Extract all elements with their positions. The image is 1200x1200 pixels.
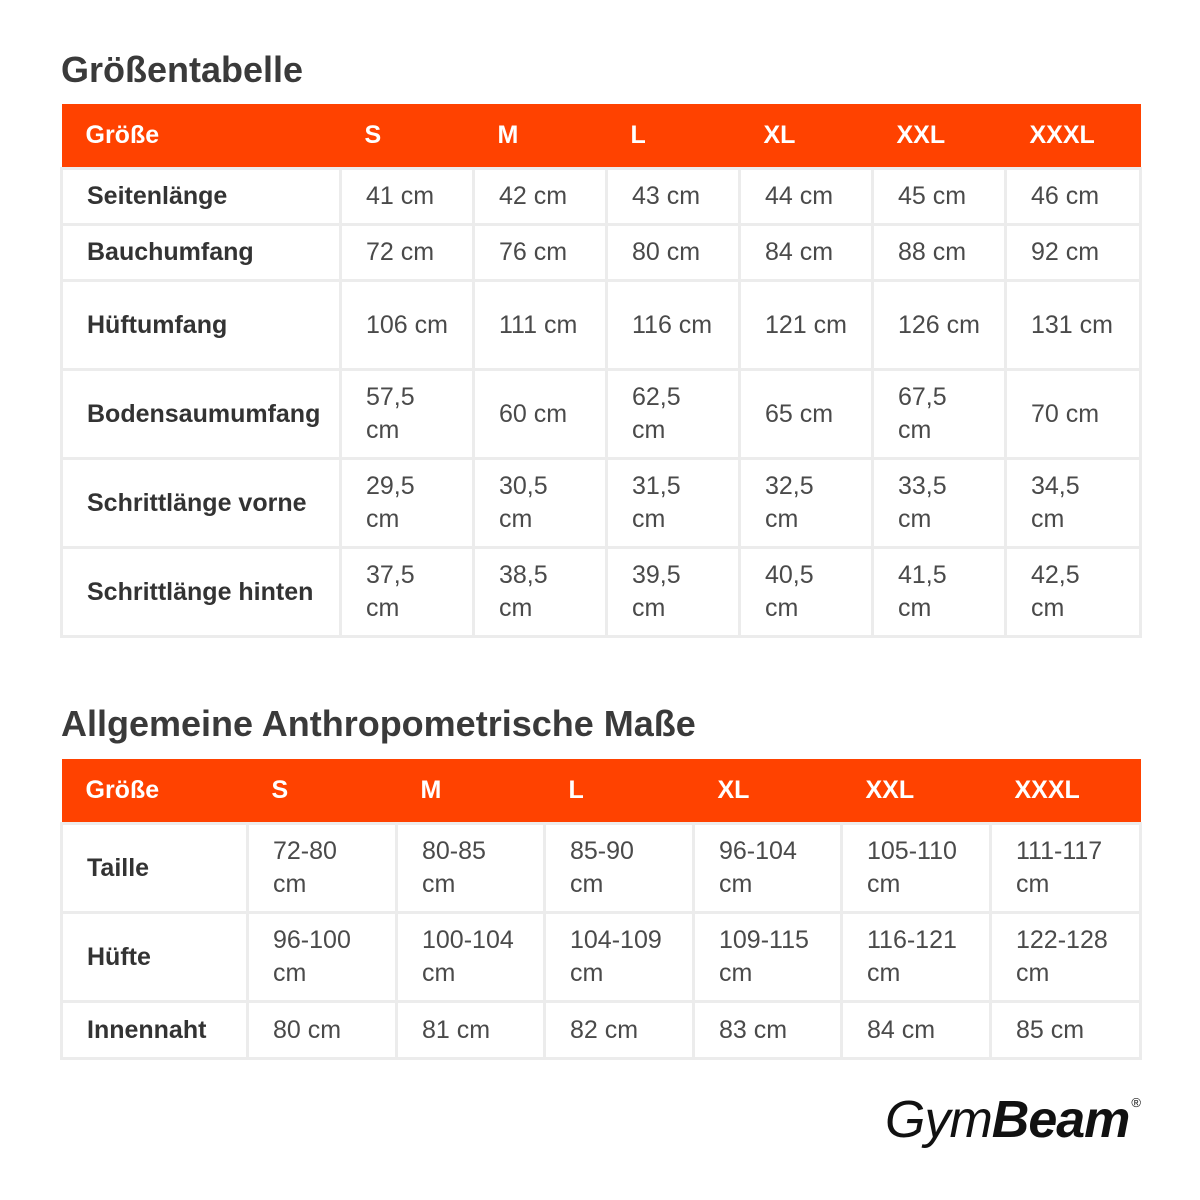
header-cell-l: L: [607, 104, 740, 169]
table-cell: 43 cm: [607, 169, 740, 225]
table-cell: 80 cm: [607, 225, 740, 281]
header-cell-xxxl: XXXL: [991, 759, 1141, 824]
header-cell-m: M: [474, 104, 607, 169]
table-cell: 72-80 cm: [248, 824, 397, 913]
anthropometric-title: Allgemeine Anthropometrische Maße: [61, 703, 696, 744]
table-cell: 131 cm: [1006, 281, 1141, 370]
row-label: Bauchumfang: [62, 225, 341, 281]
table-header-row: [62, 759, 1141, 824]
header-cell-s: S: [341, 104, 474, 169]
table-cell: 116 cm: [607, 281, 740, 370]
table-cell: 42 cm: [474, 169, 607, 225]
table-cell: 39,5 cm: [607, 548, 740, 637]
table-row: [62, 225, 1141, 281]
registered-mark: ®: [1131, 1095, 1140, 1110]
table-cell: 104-109 cm: [545, 913, 694, 1002]
table-cell: 60 cm: [474, 370, 607, 459]
header-cell-xl: XL: [694, 759, 842, 824]
table-cell: 57,5 cm: [341, 370, 474, 459]
table-cell: 100-104 cm: [397, 913, 545, 1002]
row-label: Seitenlänge: [62, 169, 341, 225]
header-cell-s: S: [248, 759, 397, 824]
header-cell-xxl: XXL: [842, 759, 991, 824]
table-row: [62, 281, 1141, 370]
table-cell: 76 cm: [474, 225, 607, 281]
logo-part-gym: Gym: [885, 1091, 992, 1149]
row-label: Innennaht: [62, 1002, 248, 1059]
header-cell-xxl: XXL: [873, 104, 1006, 169]
table-cell: 121 cm: [740, 281, 873, 370]
table-cell: 72 cm: [341, 225, 474, 281]
table-cell: 92 cm: [1006, 225, 1141, 281]
table-cell: 70 cm: [1006, 370, 1141, 459]
row-label: Hüfte: [62, 913, 248, 1002]
table-row: [62, 459, 1141, 548]
table-cell: 105-110 cm: [842, 824, 991, 913]
table-cell: 38,5 cm: [474, 548, 607, 637]
row-label: Schrittlänge hinten: [62, 548, 341, 637]
table-cell: 116-121 cm: [842, 913, 991, 1002]
header-cell-l: L: [545, 759, 694, 824]
header-cell-size: Größe: [62, 759, 248, 824]
table-cell: 32,5 cm: [740, 459, 873, 548]
table-cell: 82 cm: [545, 1002, 694, 1059]
table-cell: 80 cm: [248, 1002, 397, 1059]
anthropometric-table: [60, 759, 1142, 1060]
size-chart-title: Größentabelle: [61, 49, 304, 90]
table-cell: 85 cm: [991, 1002, 1141, 1059]
table-cell: 41 cm: [341, 169, 474, 225]
table-row: [62, 169, 1141, 225]
table-cell: 106 cm: [341, 281, 474, 370]
table-cell: 122-128 cm: [991, 913, 1141, 1002]
header-cell-size: Größe: [62, 104, 341, 169]
header-cell-xl: XL: [740, 104, 873, 169]
table-cell: 65 cm: [740, 370, 873, 459]
table-cell: 62,5 cm: [607, 370, 740, 459]
table-cell: 45 cm: [873, 169, 1006, 225]
table-cell: 46 cm: [1006, 169, 1141, 225]
table-cell: 80-85 cm: [397, 824, 545, 913]
table-cell: 83 cm: [694, 1002, 842, 1059]
table-cell: 84 cm: [842, 1002, 991, 1059]
table-cell: 96-100 cm: [248, 913, 397, 1002]
table-cell: 111-117 cm: [991, 824, 1141, 913]
gymbeam-logo: [885, 1091, 1140, 1149]
row-label: Bodensaumumfang: [62, 370, 341, 459]
table-cell: 42,5 cm: [1006, 548, 1141, 637]
size-chart-table: [60, 104, 1142, 638]
table-cell: 84 cm: [740, 225, 873, 281]
table-row: [62, 548, 1141, 637]
header-cell-xxxl: XXXL: [1006, 104, 1141, 169]
table-row: [62, 1002, 1141, 1059]
header-cell-m: M: [397, 759, 545, 824]
table-cell: 88 cm: [873, 225, 1006, 281]
table-cell: 111 cm: [474, 281, 607, 370]
row-label: Taille: [62, 824, 248, 913]
table-cell: 41,5 cm: [873, 548, 1006, 637]
table-cell: 29,5 cm: [341, 459, 474, 548]
table-cell: 126 cm: [873, 281, 1006, 370]
table-cell: 40,5 cm: [740, 548, 873, 637]
logo-part-beam: Beam: [991, 1091, 1130, 1149]
table-cell: 30,5 cm: [474, 459, 607, 548]
table-cell: 33,5 cm: [873, 459, 1006, 548]
row-label: Schrittlänge vorne: [62, 459, 341, 548]
table-cell: 37,5 cm: [341, 548, 474, 637]
table-cell: 81 cm: [397, 1002, 545, 1059]
table-row: [62, 370, 1141, 459]
row-label: Hüftumfang: [62, 281, 341, 370]
table-cell: 67,5 cm: [873, 370, 1006, 459]
table-cell: 31,5 cm: [607, 459, 740, 548]
table-header-row: [62, 104, 1141, 169]
table-row: [62, 824, 1141, 913]
table-row: [62, 913, 1141, 1002]
table-cell: 44 cm: [740, 169, 873, 225]
table-cell: 34,5 cm: [1006, 459, 1141, 548]
table-cell: 109-115 cm: [694, 913, 842, 1002]
table-cell: 96-104 cm: [694, 824, 842, 913]
table-cell: 85-90 cm: [545, 824, 694, 913]
